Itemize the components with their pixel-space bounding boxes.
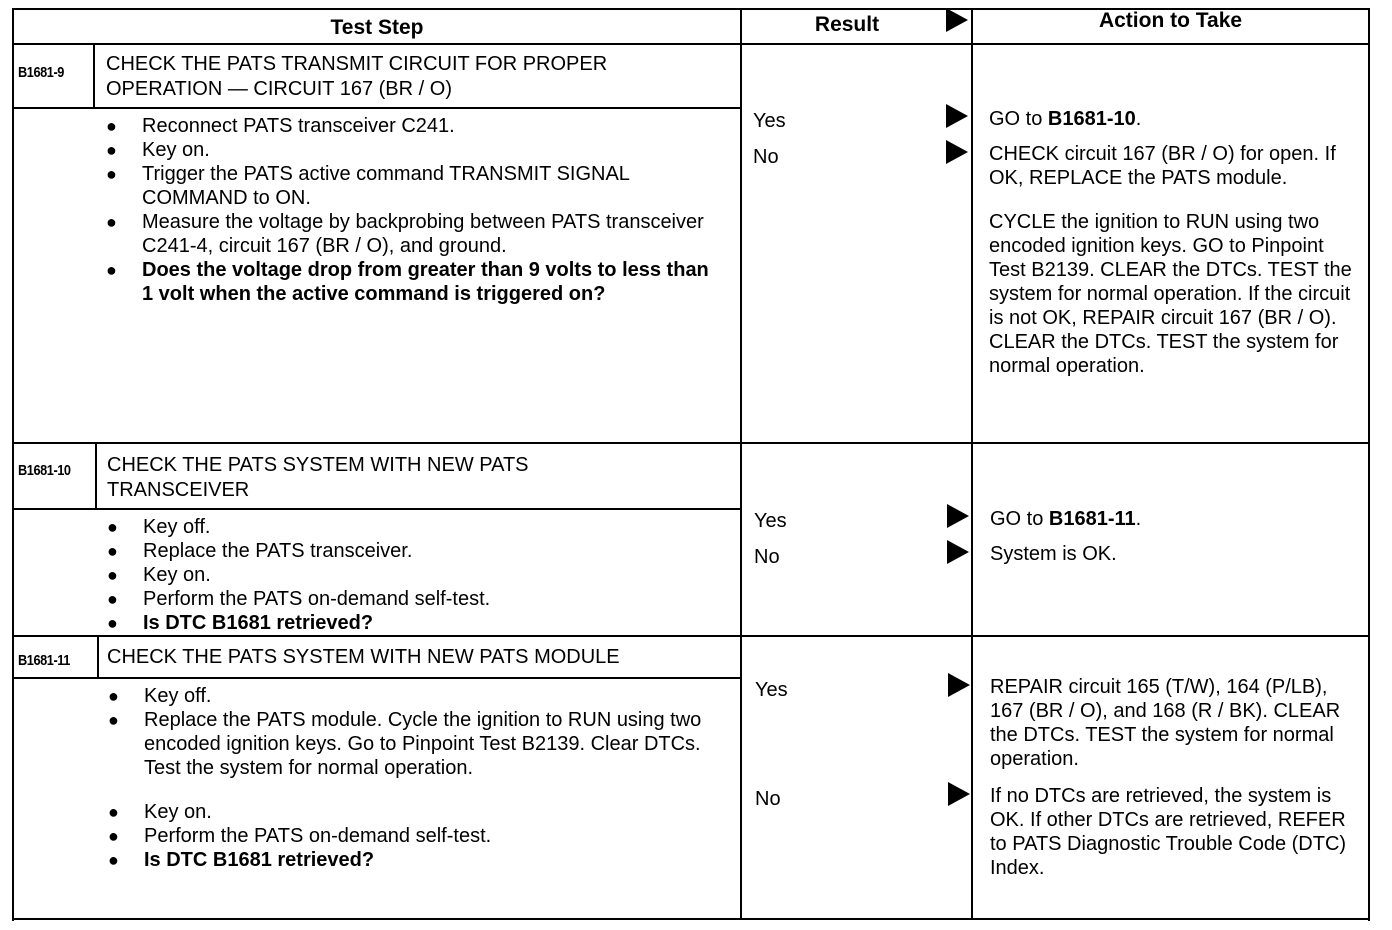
action-no: System is OK. (990, 543, 1117, 565)
title-separator (12, 107, 740, 109)
row-separator (12, 442, 1370, 444)
list-item: ● Replace the PATS module. Cycle the ignition to RUN using two encoded ignition keys. Go to Pinpoint Test B2139. Clear DTCs. Test the system for normal operation. (108, 709, 702, 779)
list-item: ● Replace the PATS transceiver. (107, 540, 413, 562)
list-item: ● Key on. (106, 139, 210, 161)
table-border-right (1368, 8, 1370, 921)
question-text: Is DTC B1681 retrieved? (143, 612, 374, 634)
step-title: CHECK THE PATS TRANSMIT CIRCUIT FOR PROPER OPERATION — CIRCUIT 167 (BR / O) (106, 53, 608, 100)
table-border-bottom (12, 918, 1370, 920)
action-yes (989, 107, 1359, 131)
action-prefix: GO to (989, 108, 1048, 130)
list-item-text: Trigger the PATS active command TRANSMIT SIGNAL COMMAND to ON. (142, 163, 630, 209)
list-item: ● Key off. (107, 516, 211, 538)
question-text: Is DTC B1681 retrieved? (144, 849, 375, 871)
list-item: ● Key on. (107, 564, 211, 586)
result-no: No (755, 788, 781, 810)
list-item-question: ● Is DTC B1681 retrieved? (107, 612, 374, 634)
header-result: Result (814, 13, 880, 36)
step-id: B1681-10 (18, 462, 71, 479)
action-target: B1681-10 (1047, 108, 1136, 130)
arrow-icon (946, 140, 968, 164)
arrow-icon (948, 673, 970, 697)
action-yes: REPAIR circuit 165 (T/W), 164 (P/LB), 167 (BR / O), and 168 (R / BK). CLEAR the DTCs. TEST the system for normal operation. (990, 676, 1341, 770)
result-no: No (754, 546, 780, 568)
result-yes: Yes (753, 110, 786, 132)
action-no: If no DTCs are retrieved, the system is OK. If other DTCs are retrieved, REFER to PATS Diagnostic Trouble Code (DTC) Index. (990, 785, 1347, 879)
list-item-text: Key off. (144, 685, 212, 707)
list-item: ● Measure the voltage by backprobing between PATS transceiver C241-4, circuit 167 (BR / O), and ground. (106, 211, 704, 257)
table-border-left (12, 8, 14, 921)
list-item-text: Measure the voltage by backprobing between PATS transceiver C241-4, circuit 167 (BR / O), and ground. (142, 211, 704, 257)
title-separator (12, 508, 740, 510)
arrow-icon (947, 540, 969, 564)
header-arrow-icon (946, 8, 968, 32)
arrow-icon (946, 104, 968, 128)
column-divider-action (971, 8, 973, 920)
list-item: ● Trigger the PATS active command TRANSMIT SIGNAL COMMAND to ON. (106, 163, 630, 209)
list-item: ● Perform the PATS on-demand self-test. (107, 588, 491, 610)
list-item: ● Perform the PATS on-demand self-test. (108, 825, 492, 847)
list-item: ● Key on. (108, 801, 212, 823)
list-item-text: Key off. (143, 516, 211, 538)
title-separator (12, 677, 740, 679)
id-box-divider (95, 444, 97, 509)
list-item-question: ● Is DTC B1681 retrieved? (108, 849, 375, 871)
id-box-divider (93, 45, 95, 108)
action-suffix: . (1135, 508, 1142, 530)
list-item-question: ● Does the voltage drop from greater than 9 volts to less than 1 volt when the active command is triggered on? (106, 259, 709, 305)
action-no (989, 142, 1359, 378)
row-separator (12, 635, 1370, 637)
step-procedure (107, 515, 717, 635)
arrow-icon (948, 782, 970, 806)
action-prefix: GO to (990, 508, 1049, 530)
action-yes (990, 507, 1360, 531)
question-text: Does the voltage drop from greater than 9 volts to less than 1 volt when the active command is triggered on? (142, 259, 709, 305)
action-target: B1681-11 (1048, 508, 1136, 530)
list-item-text: Perform the PATS on-demand self-test. (143, 588, 491, 610)
action-no-text: CHECK circuit 167 (BR / O) for open. If OK, REPLACE the PATS module. (989, 143, 1336, 189)
list-item-text: Replace the PATS module. Cycle the ignition to RUN using two encoded ignition keys. Go to Pinpoint Test B2139. Clear DTCs. Test the system for normal operation. (144, 709, 702, 779)
header-action: Action to Take (1098, 9, 1243, 32)
list-item-text: Replace the PATS transceiver. (143, 540, 413, 562)
step-id: B1681-9 (18, 64, 64, 81)
column-divider-result (740, 8, 742, 920)
step-title: CHECK THE PATS SYSTEM WITH NEW PATS MODULE (107, 646, 620, 668)
result-yes: Yes (755, 679, 788, 701)
action-no-text: CYCLE the ignition to RUN using two encoded ignition keys. GO to Pinpoint Test B2139. CLEAR the DTCs. TEST the system for normal operation. If the circuit is not OK, REPAIR circuit 167 (BR / O). CLEAR the DTCs. TEST the system for normal operation. (989, 211, 1352, 377)
list-item: ● Reconnect PATS transceiver C241. (106, 115, 455, 137)
result-no: No (753, 146, 779, 168)
arrow-icon (947, 504, 969, 528)
step-procedure (108, 684, 718, 872)
list-item: ● Key off. (108, 685, 212, 707)
header-test-step: Test Step (330, 16, 424, 39)
list-item-text: Key on. (144, 801, 212, 823)
step-procedure (106, 114, 716, 306)
list-item-text: Reconnect PATS transceiver C241. (142, 115, 455, 137)
step-title: CHECK THE PATS SYSTEM WITH NEW PATS TRANSCEIVER (107, 454, 529, 501)
list-item-text: Key on. (142, 139, 210, 161)
list-item-text: Key on. (143, 564, 211, 586)
result-yes: Yes (754, 510, 787, 532)
id-box-divider (97, 637, 99, 678)
action-suffix: . (1135, 108, 1142, 130)
step-id: B1681-11 (18, 652, 70, 669)
list-item-text: Perform the PATS on-demand self-test. (144, 825, 492, 847)
header-divider (12, 43, 1370, 45)
